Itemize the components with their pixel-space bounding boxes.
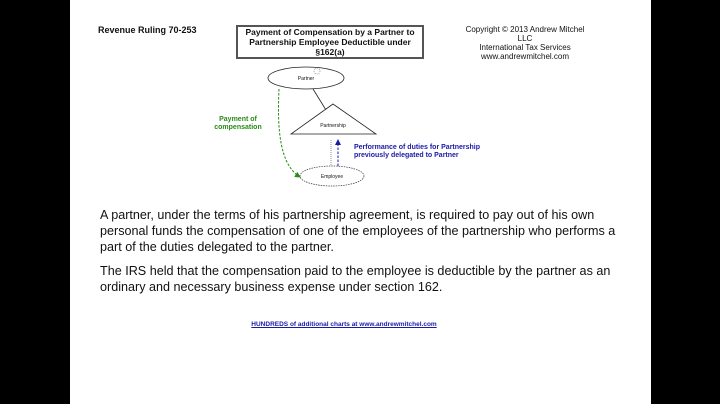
paragraph-holding: The IRS held that the compensation paid to the employee is deductible by the partner as an ordinary and necessary business expense under section 162. [100, 264, 611, 294]
company: International Tax Services [479, 43, 571, 52]
partner-label: Partner [297, 76, 315, 82]
employee-label: Employee [320, 174, 344, 180]
paragraph-facts: A partner, under the terms of his partnership agreement, is required to pay out of his own personal funds the compensation of one of the employees of the partnership who performs a part of the duties delegated to the partner. [100, 208, 616, 254]
partnership-node [291, 104, 376, 134]
payment-label-2: compensation [214, 124, 262, 131]
payment-label-1: Payment of [219, 116, 257, 123]
partnership-label: Partnership [320, 123, 346, 129]
website: www.andrewmitchel.com [480, 52, 570, 61]
ownership-line [313, 89, 326, 110]
structure-diagram [70, 0, 651, 200]
body-text [100, 207, 630, 303]
slide [70, 0, 651, 404]
copyright: Copyright © 2013 Andrew Mitchel LLC [465, 25, 585, 43]
title-line-1: Payment of Compensation by a Partner to [245, 27, 415, 37]
duties-label-1: Performance of duties for Partnership [354, 144, 481, 151]
more-charts-link[interactable]: HUNDREDS of additional charts at www.andrewmitchel.com [251, 321, 437, 328]
title-line-2: Partnership Employee Deductible under §162(a) [249, 37, 411, 57]
duties-label-2: previously delegated to Partner [354, 152, 459, 159]
ruling-label: Revenue Ruling 70-253 [98, 25, 197, 35]
